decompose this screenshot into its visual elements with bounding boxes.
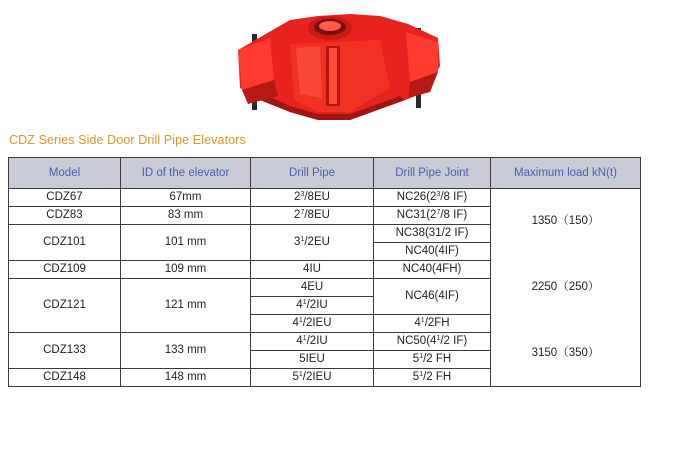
id-cell: 101 mm xyxy=(121,225,251,261)
elevator-product-image xyxy=(230,8,445,126)
pipe-cell: 4IU xyxy=(251,261,374,279)
joint-cell: $5^1/2$ FH xyxy=(374,351,491,369)
model-cell: CDZ101 xyxy=(9,225,121,261)
pipe-cell: $4^1/2IU$ xyxy=(251,297,374,315)
pipe-cell: $2^3/8EU$ xyxy=(251,189,374,207)
header-drill-pipe-joint: Drill Pipe Joint xyxy=(374,158,491,189)
model-cell: CDZ83 xyxy=(9,207,121,225)
joint-cell: NC38(31/2 IF) xyxy=(374,225,491,243)
pipe-cell: $3^1/2EU$ xyxy=(251,225,374,261)
model-cell: CDZ67 xyxy=(9,189,121,207)
model-cell: CDZ121 xyxy=(9,279,121,333)
id-cell: 121 mm xyxy=(121,279,251,333)
id-cell: 83 mm xyxy=(121,207,251,225)
table-header-row xyxy=(9,158,641,189)
joint-cell: NC46(4IF) xyxy=(374,279,491,315)
pipe-cell: $4^1/2IU$ xyxy=(251,333,374,351)
max-load-value: 1350（150） xyxy=(531,215,600,228)
document-title: CDZ Series Side Door Drill Pipe Elevators xyxy=(9,133,246,147)
id-cell: 67mm xyxy=(121,189,251,207)
max-load-value: 3150（350） xyxy=(531,346,600,359)
pipe-cell: 4EU xyxy=(251,279,374,297)
pipe-cell: 5IEU xyxy=(251,351,374,369)
joint-cell: $NC50(4^1/2$ IF) xyxy=(374,333,491,351)
table-row xyxy=(9,189,641,207)
joint-cell: $NC31(2^7/8$ IF) xyxy=(374,207,491,225)
model-cell: CDZ133 xyxy=(9,333,121,369)
pipe-cell: $5^1/2IEU$ xyxy=(251,369,374,387)
max-load-cell xyxy=(491,189,641,387)
header-id: ID of the elevator xyxy=(121,158,251,189)
pipe-cell: $2^7/8EU$ xyxy=(251,207,374,225)
header-model: Model xyxy=(9,158,121,189)
pipe-cell: $4^1/2IEU$ xyxy=(251,315,374,333)
id-cell: 109 mm xyxy=(121,261,251,279)
header-drill-pipe: Drill Pipe xyxy=(251,158,374,189)
joint-cell: $NC26(2^3/8$ IF) xyxy=(374,189,491,207)
header-max-load: Maximum load kN(t) xyxy=(491,158,641,189)
id-cell: 133 mm xyxy=(121,333,251,369)
model-cell: CDZ109 xyxy=(9,261,121,279)
id-cell: 148 mm xyxy=(121,369,251,387)
spec-table xyxy=(8,157,641,387)
joint-cell: NC40(4FH) xyxy=(374,261,491,279)
max-load-value: 2250（250） xyxy=(531,280,600,293)
joint-cell: NC40(4IF) xyxy=(374,243,491,261)
joint-cell: $4^1/2FH$ xyxy=(374,315,491,333)
joint-cell: $5^1/2$ FH xyxy=(374,369,491,387)
model-cell: CDZ148 xyxy=(9,369,121,387)
